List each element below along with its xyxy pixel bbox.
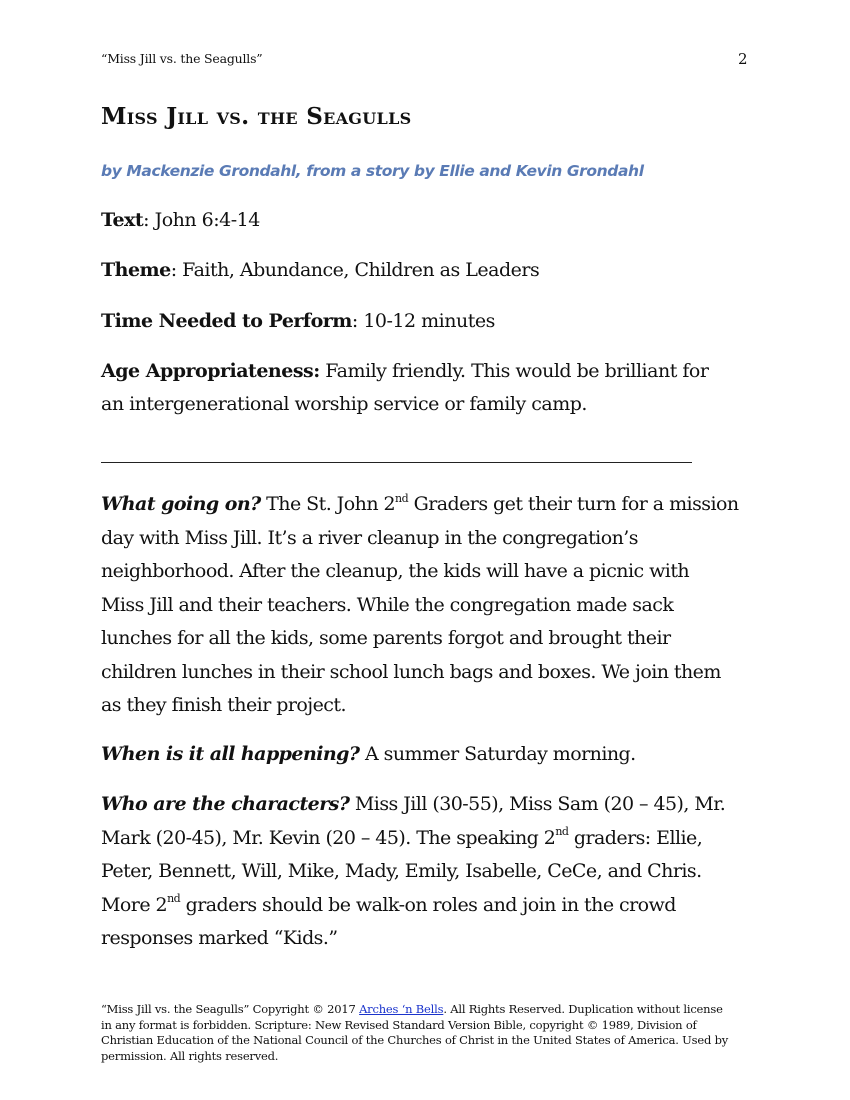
what-line-3: neighborhood. After the cleanup, the kids will have a picnic with — [101, 560, 690, 582]
text-field — [101, 204, 751, 237]
copyright-footer — [101, 1002, 751, 1064]
who-line-3: Peter, Bennett, Will, Mike, Mady, Emily, Isabelle, CeCe, and Chris. — [101, 860, 702, 882]
what-line-6: children lunches in their school lunch bags and boxes. We join them — [101, 660, 721, 683]
who-paragraph — [101, 788, 761, 956]
theme-value: : Faith, Abundance, Children as Leaders — [170, 259, 540, 281]
page-number: 2 — [738, 50, 748, 68]
when-answer: A summer Saturday morning. — [359, 743, 636, 765]
who-text: Mark (20-45), Mr. Kevin (20 – 45). The speaking 2 — [101, 826, 556, 849]
footer-text: “Miss Jill vs. the Seagulls” Copyright © 2017 — [101, 1002, 360, 1016]
text-value: : John 6:4-14 — [143, 209, 260, 231]
text-label: Text — [101, 209, 144, 231]
footer-line-4: permission. All rights reserved. — [101, 1048, 279, 1063]
what-question: What going on? — [101, 493, 261, 515]
byline: by Mackenzie Grondahl, from a story by Ellie and Kevin Grondahl — [101, 162, 644, 180]
when-paragraph — [101, 738, 761, 772]
time-field — [101, 305, 751, 338]
age-value-1: Family friendly. This would be brilliant for — [319, 360, 709, 382]
footer-text: . All Rights Reserved. Duplication without license — [443, 1002, 723, 1016]
who-line-2 — [101, 822, 761, 856]
footer-line-1 — [101, 1002, 751, 1018]
section-divider — [101, 462, 692, 463]
when-question: When is it all happening? — [101, 743, 360, 765]
age-label: Age Appropriateness: — [101, 360, 320, 382]
ordinal-suffix: nd — [555, 825, 569, 839]
what-text: The St. John 2 — [260, 493, 396, 515]
theme-label: Theme — [101, 259, 171, 281]
who-line-1 — [101, 788, 761, 822]
age-line-2: an intergenerational worship service or family camp. — [101, 393, 587, 415]
who-line-5: responses marked “Kids.” — [101, 927, 338, 949]
what-line-4: Miss Jill and their teachers. While the congregation made sack — [101, 593, 674, 616]
theme-field — [101, 254, 751, 287]
time-value: : 10-12 minutes — [351, 310, 495, 332]
what-line-1 — [101, 488, 761, 522]
running-header-title: “Miss Jill vs. the Seagulls” — [101, 51, 263, 66]
what-line-2: day with Miss Jill. It’s a river cleanup in the congregation’s — [101, 526, 638, 549]
time-label: Time Needed to Perform — [101, 310, 352, 332]
what-line-7: as they finish their project. — [101, 694, 346, 716]
age-line-1 — [101, 355, 751, 388]
when-line — [101, 738, 761, 772]
arches-n-bells-link[interactable]: Arches ‘n Bells — [359, 1002, 444, 1016]
document-title: Miss Jill vs. the Seagulls — [101, 103, 412, 130]
who-text: Miss Jill (30-55), Miss Sam (20 – 45), Mr. — [349, 793, 726, 815]
ordinal-suffix: nd — [395, 491, 409, 505]
who-question: Who are the characters? — [101, 793, 350, 815]
what-line-5: lunches for all the kids, some parents forgot and brought their — [101, 627, 671, 649]
who-text: More 2 — [101, 893, 168, 916]
footer-line-2: in any format is forbidden. Scripture: New Revised Standard Version Bible, copyright © 1989, Division of — [101, 1017, 697, 1032]
ordinal-suffix: nd — [167, 892, 181, 906]
age-field — [101, 355, 751, 421]
what-paragraph — [101, 488, 761, 723]
footer-line-3: Christian Education of the National Council of the Churches of Christ in the United States of America. Used by — [101, 1033, 729, 1047]
what-text: Graders get their turn for a mission — [408, 493, 739, 515]
who-line-4 — [101, 889, 761, 923]
who-text: graders: Ellie, — [568, 826, 703, 849]
who-text: graders should be walk-on roles and join in the crowd — [180, 893, 676, 916]
